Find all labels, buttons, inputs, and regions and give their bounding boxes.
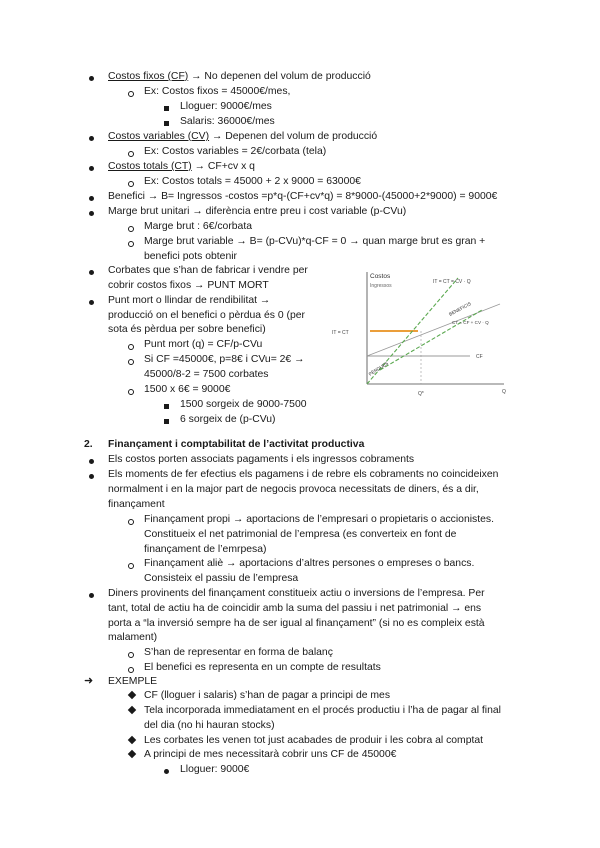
text-line: normalment i en la major part de negocis provoca necessitats de diners, és a dir, [108,484,479,495]
arrow-bullet-icon: ➜ [84,675,94,687]
text-line: Ex: Costos fixos = 45000€/mes, [144,86,291,97]
text-line: Finançament aliè → aportacions d’altres persones o empreses o bancs. [144,558,475,569]
text-line: Si CF =45000€, p=8€ i CVu= 2€ → [144,354,305,365]
y-axis-title: Costos [370,273,391,280]
text-line: Costos fixos (CF) → No depenen del volum de producció [108,71,371,82]
bullet-diamond [128,750,136,758]
bullet-dot [89,300,94,305]
bullet-circle [128,652,134,658]
ct-line [367,304,500,356]
text-line: Finançament propi → aportacions de l’empresari o propietaris o accionistes. [144,514,494,525]
section-number: 2. [84,439,93,450]
text-line: Consisteix el passiu de l’empresa [144,573,299,584]
text-line: 6 sorgeix de (p-CVu) [180,414,276,425]
text-line: Les corbates les venen tot just acabades de produir i les cobra al comptat [144,735,484,746]
perdues-label: PÈRDUES [367,360,390,377]
text-line: Punt mort (q) = CF/p-CVu [144,339,263,350]
text-line: 45000/8-2 = 7500 corbates [144,369,269,380]
text-line: del dia (no hi hauran stocks) [144,720,275,731]
text-line: producció on el benefici o pèrdua és 0 (per [108,310,305,321]
bullet-diamond [128,706,136,714]
text-line: finançament de l’emrpesa) [144,544,267,555]
bullet-circle [128,91,134,97]
text-line: Ex: Costos variables = 2€/corbata (tela) [144,146,327,157]
bullet-dot [89,270,94,275]
text-line: Punt mort o llindar de rendibilitat → [108,295,271,306]
text-line: Marge brut unitari → diferència entre preu i cost variable (p-CVu) [108,206,407,217]
ct-label: CT = CF + CV · Q [452,320,489,325]
bullet-square [164,404,169,409]
bullet-circle [128,151,134,157]
beneficis-label: BENEFICIS [448,301,472,317]
bullet-square [164,121,169,126]
break-even-diagram [330,262,510,402]
text-line: EXEMPLE [108,676,158,687]
text-line: malament) [108,632,158,643]
bullet-dot [89,196,94,201]
text-line: Lloguer: 9000€/mes [180,101,272,112]
text-line: Lloguer: 9000€ [180,764,250,775]
bullet-dot [89,474,94,479]
cf-label: CF [476,354,483,360]
section-heading: Finançament i comptabilitat de l’activitat productiva [108,439,365,450]
it0-label: IT = CT [332,330,349,336]
text-line: Marge brut : 6€/corbata [144,221,253,232]
text-line: 1500 sorgeix de 9000-7500 [180,399,307,410]
bullet-circle [128,181,134,187]
text-line: sota és pèrdua per sobre benefici) [108,324,266,335]
bullet-dot [89,166,94,171]
text-line: Costos variables (CV) → Depenen del volum de producció [108,131,378,142]
y-axis-subtitle: Ingressos [370,283,392,289]
text-line: CF (lloguer i salaris) s’han de pagar a principi de mes [144,690,391,701]
text-line: S’han de representar en forma de balanç [144,647,333,658]
text-line: Corbates que s’han de fabricar i vendre per [108,265,308,276]
bullet-circle [128,563,134,569]
text-line: cobrir costos fixos → PUNT MORT [108,280,269,291]
text-line: Salaris: 36000€/mes [180,116,275,127]
text-line: Constitueix el net patrimonial de l’empresa (es converteix en font de [144,529,457,540]
text-line: finançament [108,499,165,510]
bullet-dot [89,459,94,464]
bullet-circle [128,667,134,673]
bullet-circle [128,389,134,395]
bullet-circle [128,359,134,365]
text-line: Els moments de fer efectius els pagamens i de rebre els cobraments no coincideixen [108,469,499,480]
bullet-square [164,106,169,111]
text-line: 1500 x 6€ = 9000€ [144,384,231,395]
bullet-dot [89,593,94,598]
bullet-dot [164,769,169,774]
bullet-diamond [128,736,136,744]
bullet-circle [128,226,134,232]
text-line: A principi de mes necessitarà cobrir uns CF de 45000€ [144,749,397,760]
bullet-dot [89,211,94,216]
bullet-dot [89,76,94,81]
text-line: Diners provinents del finançament constitueix actiu o inversions de l’empresa. Per [108,588,485,599]
cv-line [380,310,482,370]
q-label: Q [502,389,506,395]
text-line: Costos totals (CT) → CF+cv x q [108,161,255,172]
bullet-circle [128,344,134,350]
bullet-dot [89,136,94,141]
bullet-circle [128,241,134,247]
text-line: Benefici → B= Ingressos -costos =p*q-(CF+cv*q) = 8*9000-(45000+2*9000) = 9000€ [108,191,498,202]
text-line: Els costos porten associats pagaments i els ingressos cobraments [108,454,415,465]
text-line: Ex: Costos totals = 45000 + 2 x 9000 = 63000€ [144,176,361,187]
it-label: IT = CT = CV · Q [433,279,471,285]
text-line: tant, total de actiu ha de coincidir amb la suma del passiu i net patrimonial → ens [108,603,482,614]
q-star-label: Q* [418,391,424,397]
bullet-diamond [128,691,136,699]
bullet-circle [128,519,134,525]
text-line: porta a “la inversió sempre ha de ser igual al finançament” (si no es compleix està [108,618,485,629]
text-line: benefici pots obtenir [144,251,237,262]
text-line: El benefici es representa en un compte de resultats [144,662,381,673]
text-line: Tela incorporada immediatament en el procés productiu i l’ha de pagar al final [144,705,501,716]
bullet-square [164,419,169,424]
text-line: Marge brut variable → B= (p-CVu)*q-CF = 0 → quan marge brut es gran + [144,236,486,247]
